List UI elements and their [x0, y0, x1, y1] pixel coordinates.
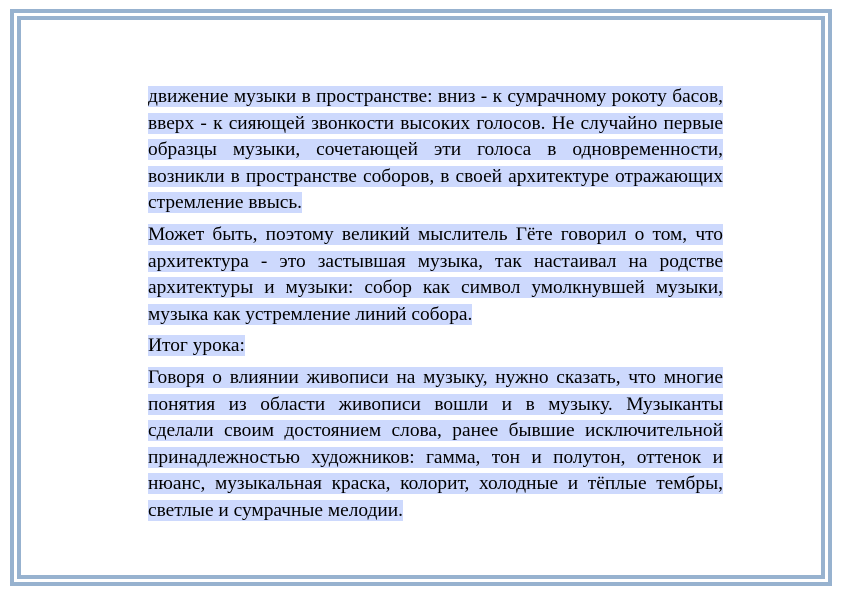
paragraph-text: Может быть, поэтому великий мыслитель Гёте говорил о том, что архитектура - это застывшая музыка, так настаивал на родстве архитектуры и музыки: собор как символ умолкнувшей музыки, музыка как устремление линий собора. — [148, 223, 723, 325]
paragraph-text: Говоря о влиянии живописи на музыку, нужно сказать, что многие понятия из области живописи вошли и в музыку. Музыканты сделали своим достоянием слова, ранее бывшие исключительной принадлежностью художников: гамма, тон и полутон, оттенок и нюанс, музыкальная краска, колорит, холодные и тёплые тембры, светлые и сумрачные мелодии. — [148, 366, 723, 521]
paragraph-architecture-space — [148, 84, 723, 217]
paragraph-painting-influence — [148, 365, 723, 525]
paragraph-text: движение музыки в пространстве: вниз - к сумрачному рокоту басов, вверх - к сияющей звонкости высоких голосов. Не случайно первые образцы музыки, сочетающей эти голоса в одновременности, возникли в пространстве соборов, в своей архитектуре отражающих стремление ввысь. — [148, 86, 723, 214]
lesson-summary-heading — [148, 333, 723, 360]
heading-text: Итог урока: — [148, 335, 245, 357]
text-block — [148, 84, 723, 525]
paragraph-goethe-quote — [148, 222, 723, 328]
